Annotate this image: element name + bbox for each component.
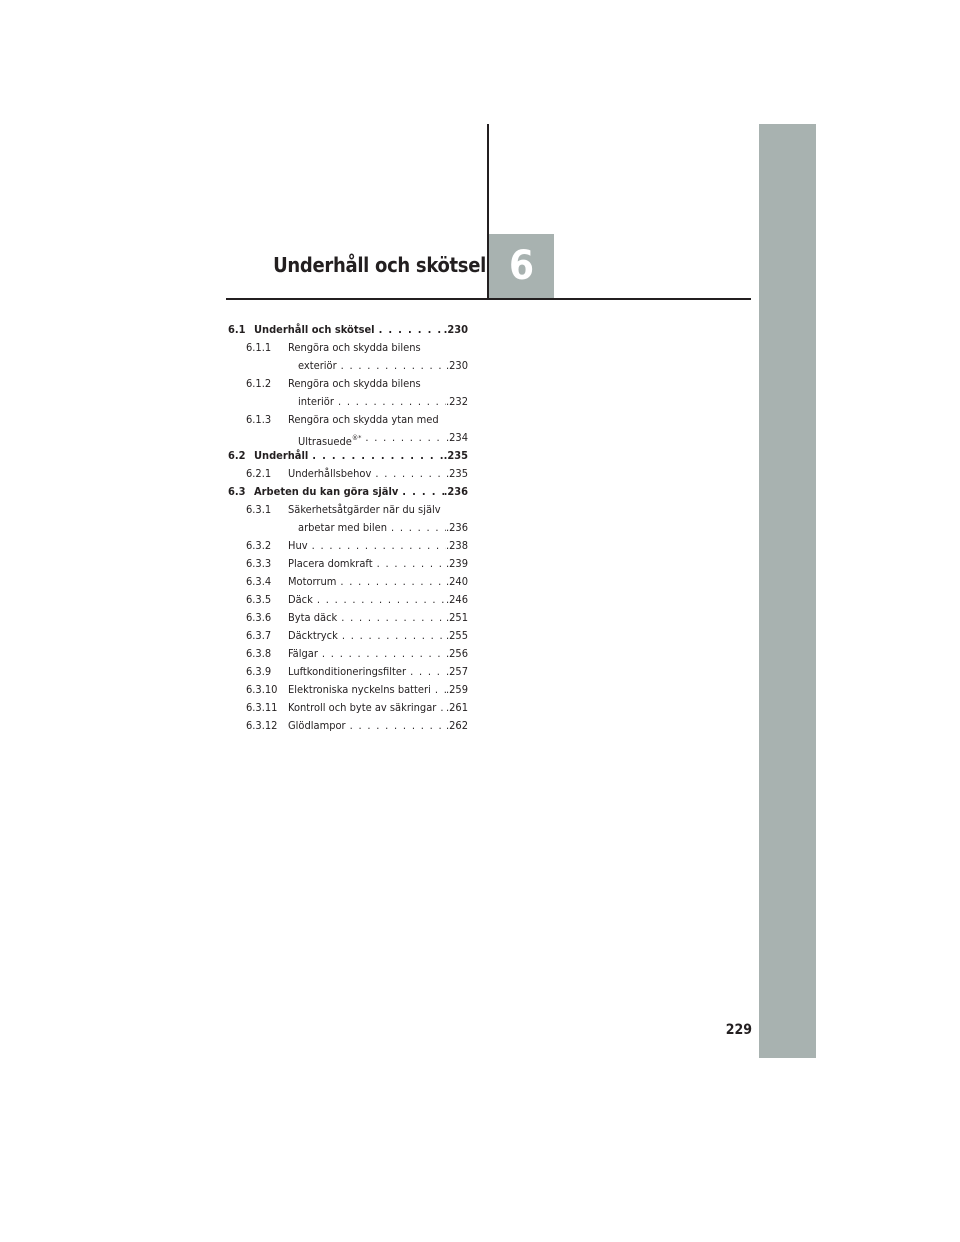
dot-leader [375,465,446,483]
toc-entry[interactable] [228,375,468,393]
toc-entry[interactable] [228,573,468,591]
toc-entry-page: .256 [445,647,468,660]
toc-entry-page: .235 [443,449,468,462]
toc-entry-page: .240 [445,575,468,588]
toc-entry-number: 6.3.8 [246,647,272,660]
toc-entry-page: .230 [445,359,468,372]
chapter-side-tab [759,124,816,1058]
toc-entry-title: Rengöra och skydda bilens [288,341,421,354]
dot-leader [340,573,446,591]
dot-leader [341,357,446,375]
toc-entry-number: 6.1.3 [246,413,272,426]
dot-leader [341,609,446,627]
page-number: 229 [725,1022,752,1038]
toc-entry[interactable] [228,663,468,681]
toc-entry[interactable] [228,339,468,357]
toc-entry-title: Rengöra och skydda ytan med [288,413,439,426]
toc-entry-page: .234 [445,431,468,444]
dot-leader [312,537,446,555]
toc-entry-number: 6.1.2 [246,377,272,390]
toc-entry-title: Glödlampor [288,719,346,732]
toc-section[interactable] [228,483,468,501]
toc-entry-number: 6.3 [228,485,246,498]
toc-entry-title: Motorrum [288,575,337,588]
dot-leader [317,591,446,609]
dot-leader [391,519,446,537]
toc-entry-number: 6.3.6 [246,611,272,624]
toc-entry-title: Placera domkraft [288,557,373,570]
toc-entry-number: 6.3.10 [246,683,278,696]
toc-entry-continuation[interactable] [228,429,468,447]
toc-entry-number: 6.3.4 [246,575,272,588]
toc-entry-title: Däcktryck [288,629,338,642]
toc-entry-number: 6.3.11 [246,701,278,714]
dot-leader [312,447,443,465]
toc-entry-title-cont: interiör [298,395,334,408]
toc-entry[interactable] [228,537,468,555]
toc-entry-number: 6.1 [228,323,246,336]
dot-leader [402,483,443,501]
toc-entry-title-cont: arbetar med bilen [298,521,387,534]
toc-entry-title: Underhållsbehov [288,467,372,480]
toc-entry-page: .230 [443,323,468,336]
toc-entry-title: Däck [288,593,313,606]
toc-entry-title-cont: exteriör [298,359,337,372]
dot-leader [342,627,446,645]
toc-entry-continuation[interactable] [228,519,468,537]
dot-leader [410,663,446,681]
toc-entry-title: Byta däck [288,611,338,624]
toc-entry-page: .236 [445,521,468,534]
toc-entry-page: .261 [445,701,468,714]
toc-entry-title: Kontroll och byte av säkringar [288,701,437,714]
toc-entry-page: .238 [445,539,468,552]
toc-entry-page: .257 [445,665,468,678]
table-of-contents [228,321,468,735]
toc-entry-continuation[interactable] [228,393,468,411]
toc-entry-title: Fälgar [288,647,318,660]
dot-leader [377,555,446,573]
toc-entry-page: .236 [443,485,468,498]
toc-entry-number: 6.3.12 [246,719,278,732]
toc-entry[interactable] [228,681,468,699]
toc-entry-number: 6.1.1 [246,341,272,354]
toc-entry-number: 6.3.7 [246,629,272,642]
chapter-title: Underhåll och skötsel [273,253,486,277]
asterisk-mark: * [358,434,362,442]
toc-entry[interactable] [228,627,468,645]
toc-entry-number: 6.3.1 [246,503,272,516]
toc-entry-page: .239 [445,557,468,570]
dot-leader [338,393,446,411]
toc-entry-page: .232 [445,395,468,408]
toc-entry[interactable] [228,591,468,609]
toc-entry-number: 6.3.3 [246,557,272,570]
toc-entry-page: .262 [445,719,468,732]
toc-entry-page: .255 [445,629,468,642]
chapter-number-box [489,234,554,298]
toc-entry[interactable] [228,609,468,627]
toc-entry-continuation[interactable] [228,357,468,375]
toc-entry-number: 6.2.1 [246,467,272,480]
dot-leader [435,681,446,699]
toc-entry-number: 6.3.9 [246,665,272,678]
toc-entry-title: Huv [288,539,308,552]
toc-entry-title: Elektroniska nyckelns batteri [288,683,431,696]
chapter-number: 6 [508,243,535,289]
toc-entry-title: Underhåll [254,449,309,462]
dot-leader [350,717,446,735]
toc-entry-page: .246 [445,593,468,606]
toc-entry-number: 6.3.5 [246,593,272,606]
toc-entry-title-cont: Ultrasuede [298,435,352,448]
toc-entry-page: .235 [445,467,468,480]
dot-leader [322,645,446,663]
toc-entry-page: .251 [445,611,468,624]
toc-entry-title: Underhåll och skötsel [254,323,375,336]
registered-mark: ® [351,434,359,442]
toc-entry-page: .259 [445,683,468,696]
toc-entry[interactable] [228,465,468,483]
toc-entry-number: 6.2 [228,449,246,462]
toc-entry-title: Arbeten du kan göra själv [254,485,399,498]
toc-entry[interactable] [228,555,468,573]
dot-leader [379,321,444,339]
toc-entry[interactable] [228,699,468,717]
toc-entry-number: 6.3.2 [246,539,272,552]
toc-section[interactable] [228,447,468,465]
header-horizontal-rule [226,298,751,300]
toc-entry[interactable] [228,411,468,429]
toc-entry[interactable] [228,717,468,735]
toc-entry[interactable] [228,645,468,663]
toc-entry-title: Luftkonditioneringsfilter [288,665,407,678]
toc-entry-title: Säkerhetsåtgärder när du själv [288,503,441,516]
toc-section[interactable] [228,321,468,339]
toc-entry[interactable] [228,501,468,519]
toc-entry-title: Rengöra och skydda bilens [288,377,421,390]
